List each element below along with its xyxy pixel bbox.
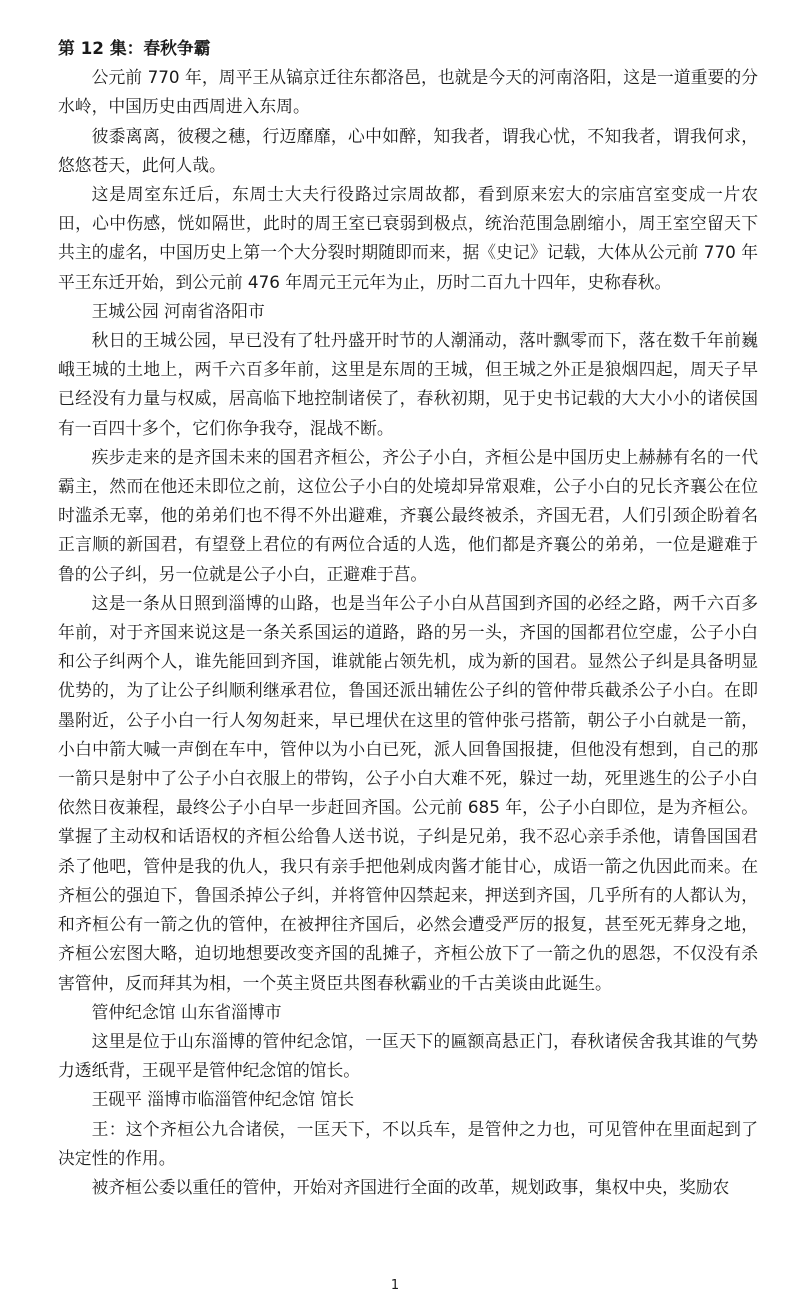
paragraph: 公元前 770 年，周平王从镐京迁往东都洛邑，也就是今天的河南洛阳，这是一道重要的分水岭，中国历史由西周进入东周。 bbox=[58, 67, 758, 117]
paragraph: 疾步走来的是齐国未来的国君齐桓公，齐公子小白，齐桓公是中国历史上赫赫有名的一代霸主，然而在他还未即位之前，这位公子小白的处境却异常艰难，公子小白的兄长齐襄公在位时滥杀无辜，他的弟弟们也不得不外出避难，齐襄公最终被杀，齐国无君，人们引颈企盼着名正言顺的新国君，有望登上君位的有两位合适的人选，他们都是齐襄公的弟弟，一位是避难于鲁的公子纠，另一位就是公子小白，正避难于莒。 bbox=[58, 446, 758, 584]
location-heading: 管仲纪念馆 山东省淄博市 bbox=[91, 1001, 282, 1022]
document-body bbox=[58, 34, 758, 1202]
paragraph: 秋日的王城公园，早已没有了牡丹盛开时节的人潮涌动，落叶飘零而下，落在数千年前巍峨王城的土地上，两千六百多年前，这里是东周的王城，但王城之外正是狼烟四起，周天子早已经没有力量与权威，居高临下地控制诸侯了，春秋初期，见于史书记载的大大小小的诸侯国有一百四十多个，它们你争我夺，混战不断。 bbox=[58, 330, 758, 438]
speaker-heading: 王砚平 淄博市临淄管仲纪念馆 馆长 bbox=[91, 1089, 354, 1110]
paragraph: 被齐桓公委以重任的管仲，开始对齐国进行全面的改革，规划政事，集权中央，奖励农 bbox=[91, 1176, 730, 1197]
interview-paragraph: 王：这个齐桓公九合诸侯，一匡天下，不以兵车，是管仲之力也，可见管仲在里面起到了决定性的作用。 bbox=[58, 1118, 758, 1168]
poem-paragraph: 彼黍离离，彼稷之穗，行迈靡靡，心中如醉，知我者，谓我心忧，不知我者，谓我何求，悠悠苍天，此何人哉。 bbox=[58, 125, 758, 175]
page-number: 1 bbox=[390, 1278, 400, 1293]
paragraph: 这是一条从日照到淄博的山路，也是当年公子小白从莒国到齐国的必经之路，两千六百多年前，对于齐国来说这是一条关系国运的道路，路的另一头，齐国的国都君位空虚，公子小白和公子纠两个人，谁先能回到齐国，谁就能占领先机，成为新的国君。显然公子纠是具备明显优势的，为了让公子纠顺利继承君位，鲁国还派出辅佐公子纠的管仲带兵截杀公子小白。在即墨附近，公子小白一行人匆匆赶来，早已埋伏在这里的管仲张弓搭箭，朝公子小白就是一箭，小白中箭大喊一声倒在车中，管仲以为小白已死，派人回鲁国报捷，但他没有想到，自己的那一箭只是射中了公子小白衣服上的带钩，公子小白大难不死，躲过一劫，死里逃生的公子小白依然日夜兼程，最终公子小白早一步赶回齐国。公元前 685 年，公子小白即位，是为齐桓公。掌握了主动权和话语权的齐桓公给鲁人送书说，子纠是兄弟，我不忍心亲手杀他，请鲁国国君杀了他吧，管仲是我的仇人，我只有亲手把他剁成肉酱才能甘心，成语一箭之仇因此而来。在齐桓公的强迫下，鲁国杀掉公子纠，并将管仲囚禁起来，押送到齐国，几乎所有的人都认为，和齐桓公有一箭之仇的管仲，在被押往齐国后，必然会遭受严厉的报复，甚至死无葬身之地，齐桓公宏图大略，迫切地想要改变齐国的乱摊子，齐桓公放下了一箭之仇的恩怨，不仅没有杀害管仲，反而拜其为相，一个英主贤臣共图春秋霸业的千古美谈由此诞生。 bbox=[58, 592, 758, 993]
paragraph: 这里是位于山东淄博的管仲纪念馆，一匡天下的匾额高悬正门，春秋诸侯舍我其谁的气势力透纸背，王砚平是管仲纪念馆的馆长。 bbox=[58, 1030, 758, 1081]
episode-title: 第 12 集：春秋争霸 bbox=[58, 38, 211, 58]
paragraph: 这是周室东迁后，东周士大夫行役路过宗周故都，看到原来宏大的宗庙宫室变成一片农田，心中伤感，恍如隔世，此时的周王室已衰弱到极点，统治范围急剧缩小，周王室空留天下共主的虚名，中国历史上第一个大分裂时期随即而来，据《史记》记载，大体从公元前 770 年平王东迁开始，到公元前 476 年周元王元年为止，历时二百九十四年，史称春秋。 bbox=[58, 184, 758, 292]
location-heading: 王城公园 河南省洛阳市 bbox=[91, 300, 265, 321]
